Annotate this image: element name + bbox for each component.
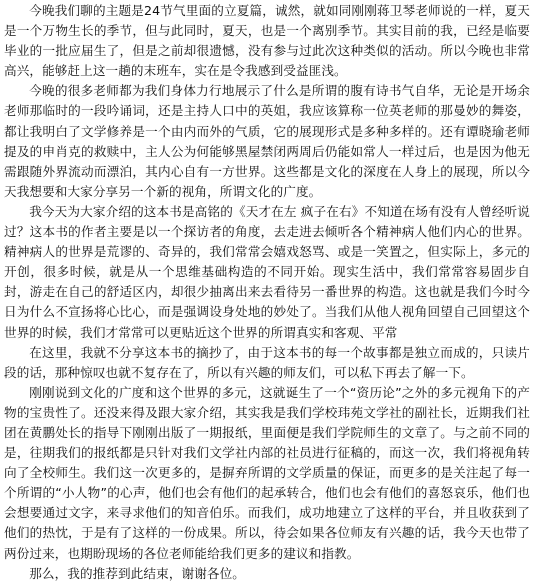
paragraph-literary-society: 刚刚说到文化的广度和这个世界的多元，这就诞生了一个“资历论”之外的多元视角下的产物的宝贵性了。还没来得及跟大家介绍，其实我是我们学校玮苑文学社的副社长，近期我们社团在黄鹏处长的指导下刚刚出版了一期报纸，里面便是我们学院师生的文章了。与之前不同的是，往期我们的报纸都是只针对我们文学社内部的社员进行征稿的，而这一次，我们将视角转向了全校师生。我们这一次更多的，是摒弃所谓的文学质量的保证，而更多的是关注起了每一个所谓的“小人物”的心声，他们也会有他们的起承转合，他们也会有他们的喜怒哀乐，他们也会想要通过文字，来寻求他们的知音伯乐。而我们，成功地建立了这样的平台，并且收获到了他们的热忱，于是有了这样的一份成果。所以，待会如果各位师友有兴趣的话，我今天也带了两份过来，也期盼现场的各位老师能给我们更多的建议和指教。: [4, 384, 530, 561]
paragraph-book-intro: 我今天为大家介绍的这本书是高铭的《天才在左 疯子在右》不知道在场有没有人曾经听说过？这本书的作者主要是以一个探访者的角度，去走进去倾听各个精神病人他们内心的世界。精神病人的世界是荒谬的、奇异的，我们常常会嬉戏怒骂、或是一笑置之，但实际上，多元的开创，很多时候，就是从一个思维基础构造的不同开始。现实生活中，我们常常容易固步自封，游走在自己的舒适区内，却很少抽离出来去看待另一番世界的构造。这也就是我们今时今日为什么不宣扬将心比心，而是强调设身处地的妙处了。当我们从他人视角回望自己回望这个世界的时候，我们才常常可以更贴近这个世界的所谓真实和客观、平常: [4, 203, 530, 340]
paragraph-teachers: 今晚的很多老师都为我们身体力行地展示了什么是所谓的腹有诗书气自华，无论是开场余老师那临时的一段吟诵词，还是主持人口中的英姐，我应该算称一位英老师的那曼妙的舞姿，都让我明白了文学修养是一个由内而外的气质，它的展现形式是多种多样的。还有谭晓瑜老师提及的申肖克的救赎中，主人公为何能够黑屋禁闭两周后仍能如常人一样过后，也是因为他无需跟随外界流动而漂泊，其内心自有一方世界。这些都是文化的深度在人身上的展现，所以今天我想要和大家分享另一个新的视角，所谓文化的广度。: [4, 83, 530, 199]
paragraph-closing: 那么，我的推荐到此结束，谢谢各位。: [29, 565, 245, 581]
paragraph-no-excerpt: 在这里，我就不分享这本书的摘抄了，由于这本书的每一个故事都是独立而成的，只读片段的话，那种惊叹也就不复存在了，所以有兴趣的师友们，可以私下再去了解一下。: [4, 344, 530, 380]
paragraph-intro: 今晚我们聊的主题是24节气里面的立夏篇，诚然，就如同刚刚蒋卫琴老师说的一样，夏天是一个万物生长的季节，但与此同时，夏天，也是一个离别季节。其实目前的我，已经是临要毕业的一批应届生了，但是之前却很遗憾，没有参与过此次这种类似的活动。所以今晚也非常高兴，能够赶上这一趟的末班车，实在是令我感到受益匪浅。: [4, 3, 530, 79]
